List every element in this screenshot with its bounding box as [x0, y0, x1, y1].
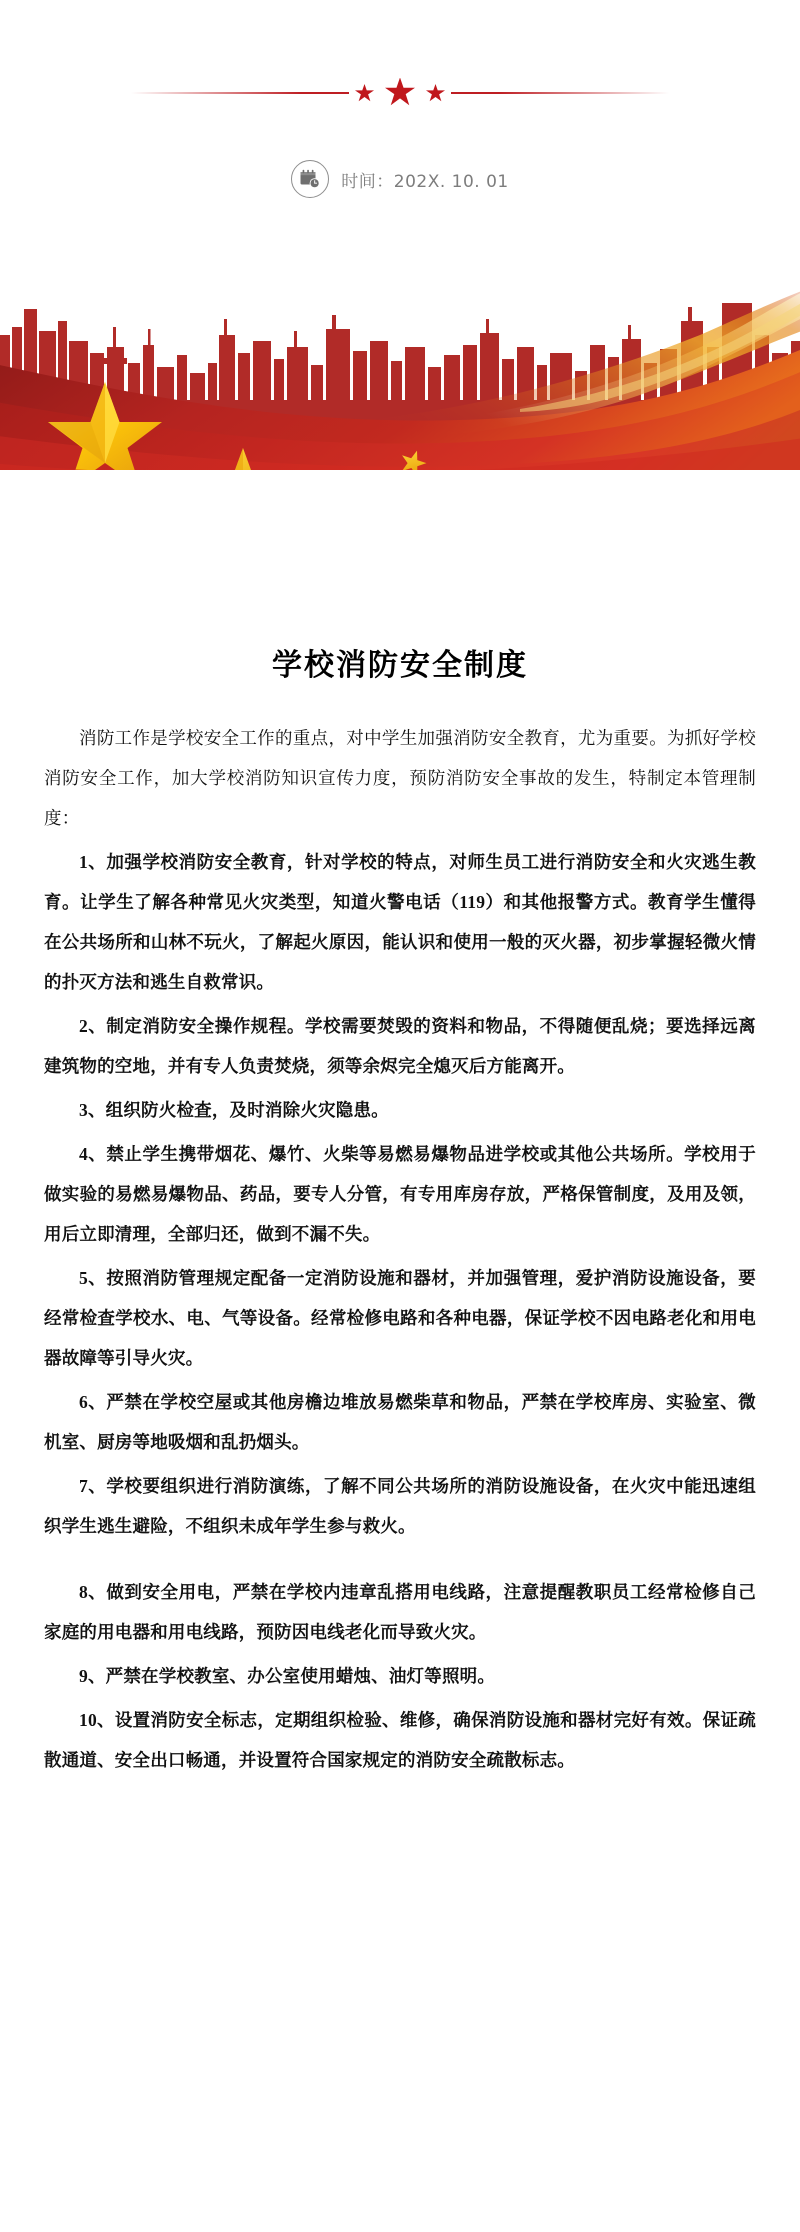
star-divider	[0, 72, 800, 114]
decorative-star-icon	[355, 84, 374, 102]
decorative-star-icon	[385, 78, 415, 107]
paragraph-list	[44, 718, 756, 1780]
red-ribbon-city-skyline-banner	[0, 195, 800, 470]
date-row	[0, 160, 800, 198]
numbered-clause: 9、严禁在学校教室、办公室使用蜡烛、油灯等照明。	[79, 1666, 496, 1686]
numbered-clause: 5、按照消防管理规定配备一定消防设施和器材，并加强管理，爱护消防设施设备，要经常检查学校水、电、气等设备。经常检修电路和各种电器，保证学校不因电路老化和用电器故障等引导火灾。	[44, 1268, 756, 1368]
page-title: 学校消防安全制度	[272, 648, 528, 683]
article-body	[0, 640, 800, 1784]
calendar-clock-icon	[291, 160, 329, 198]
numbered-clause: 4、禁止学生携带烟花、爆竹、火柴等易燃易爆物品进学校或其他公共场所。学校用于做实验的易燃易爆物品、药品，要专人分管，有专用库房存放，严格保管制度，及用及领，用后立即清理，全部归还，做到不漏不失。	[44, 1144, 756, 1244]
numbered-clause: 1、加强学校消防安全教育，针对学校的特点，对师生员工进行消防安全和火灾逃生教育。让学生了解各种常见火灾类型，知道火警电话（119）和其他报警方式。教育学生懂得在公共场所和山林不玩火，了解起火原因，能认识和使用一般的灭火器，初步掌握轻微火情的扑灭方法和逃生自救常识。	[44, 852, 756, 992]
numbered-clause: 6、严禁在学校空屋或其他房檐边堆放易燃柴草和物品，严禁在学校库房、实验室、微机室、厨房等地吸烟和乱扔烟头。	[44, 1392, 756, 1452]
intro-paragraph: 消防工作是学校安全工作的重点，对中学生加强消防安全教育，尤为重要。为抓好学校消防安全工作，加大学校消防知识宣传力度，预防消防安全事故的发生，特制定本管理制度：	[44, 728, 756, 828]
divider-line-right	[451, 92, 669, 94]
numbered-clause: 3、组织防火检查，及时消除火灾隐患。	[79, 1100, 389, 1120]
divider-line-left	[131, 92, 349, 94]
numbered-clause: 10、设置消防安全标志，定期组织检验、维修，确保消防设施和器材完好有效。保证疏散通道、安全出口畅通，并设置符合国家规定的消防安全疏散标志。	[44, 1710, 756, 1770]
date-label: 时间：202X. 10. 01	[341, 171, 509, 192]
decorative-star-icon	[426, 84, 445, 102]
numbered-clause: 8、做到安全用电，严禁在学校内违章乱搭用电线路，注意提醒教职员工经常检修自己家庭的用电器和用电线路，预防因电线老化而导致火灾。	[44, 1582, 756, 1642]
numbered-clause: 2、制定消防安全操作规程。学校需要焚毁的资料和物品，不得随便乱烧；要选择远离建筑物的空地，并有专人负责焚烧，须等余烬完全熄灭后方能离开。	[44, 1016, 756, 1076]
numbered-clause: 7、学校要组织进行消防演练，了解不同公共场所的消防设施设备，在火灾中能迅速组织学生逃生避险，不组织未成年学生参与救火。	[44, 1476, 756, 1536]
